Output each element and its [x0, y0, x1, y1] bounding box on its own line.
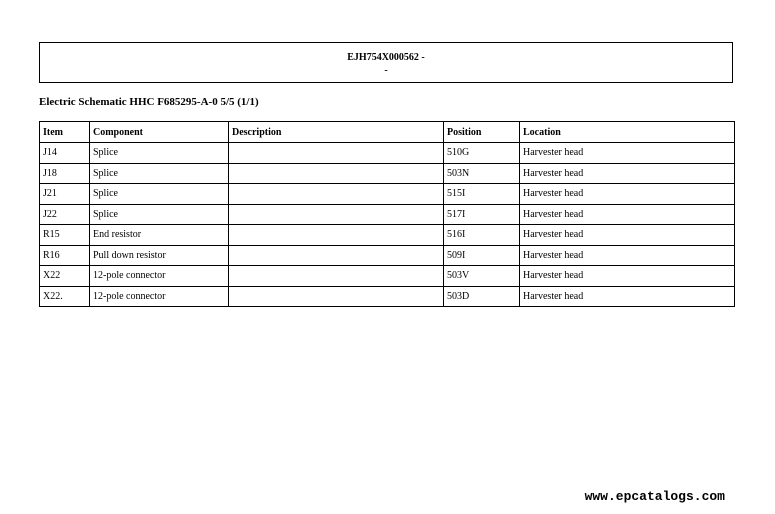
column-header-location: Location [520, 122, 735, 143]
cell-component: Pull down resistor [90, 245, 229, 266]
cell-position: 510G [444, 143, 520, 164]
cell-component: Splice [90, 204, 229, 225]
cell-component: Splice [90, 143, 229, 164]
cell-description [229, 163, 444, 184]
schematic-title: Electric Schematic HHC F685295-A-0 5/5 (1/1) [39, 96, 259, 108]
cell-component: 12-pole connector [90, 286, 229, 307]
table-row [40, 204, 735, 225]
table-row [40, 286, 735, 307]
column-header-item: Item [40, 122, 90, 143]
cell-item: J22 [40, 204, 90, 225]
cell-location: Harvester head [520, 204, 735, 225]
cell-position: 517I [444, 204, 520, 225]
cell-item: R16 [40, 245, 90, 266]
cell-position: 516I [444, 225, 520, 246]
cell-location: Harvester head [520, 225, 735, 246]
table-header-row [40, 122, 735, 143]
cell-description [229, 266, 444, 287]
table-row [40, 266, 735, 287]
cell-component: Splice [90, 163, 229, 184]
cell-description [229, 184, 444, 205]
cell-description [229, 204, 444, 225]
cell-position: 509I [444, 245, 520, 266]
cell-location: Harvester head [520, 163, 735, 184]
document-header-box [39, 42, 733, 83]
cell-item: J14 [40, 143, 90, 164]
cell-description [229, 143, 444, 164]
component-table [39, 121, 735, 307]
cell-location: Harvester head [520, 184, 735, 205]
cell-location: Harvester head [520, 245, 735, 266]
cell-description [229, 286, 444, 307]
table-row [40, 143, 735, 164]
column-header-position: Position [444, 122, 520, 143]
column-header-description: Description [229, 122, 444, 143]
document-id-subline: - [384, 65, 388, 76]
cell-component: 12-pole connector [90, 266, 229, 287]
cell-location: Harvester head [520, 266, 735, 287]
cell-position: 503N [444, 163, 520, 184]
table-row [40, 184, 735, 205]
column-header-component: Component [90, 122, 229, 143]
cell-position: 515I [444, 184, 520, 205]
cell-description [229, 225, 444, 246]
cell-item: J18 [40, 163, 90, 184]
table-row [40, 225, 735, 246]
table-row [40, 245, 735, 266]
cell-position: 503D [444, 286, 520, 307]
table-row [40, 163, 735, 184]
cell-component: Splice [90, 184, 229, 205]
cell-description [229, 245, 444, 266]
website-watermark: www.epcatalogs.com [584, 489, 725, 504]
cell-item: X22. [40, 286, 90, 307]
document-id: EJH754X000562 - [347, 52, 425, 63]
cell-position: 503V [444, 266, 520, 287]
cell-component: End resistor [90, 225, 229, 246]
cell-item: R15 [40, 225, 90, 246]
cell-location: Harvester head [520, 286, 735, 307]
cell-item: X22 [40, 266, 90, 287]
cell-location: Harvester head [520, 143, 735, 164]
cell-item: J21 [40, 184, 90, 205]
